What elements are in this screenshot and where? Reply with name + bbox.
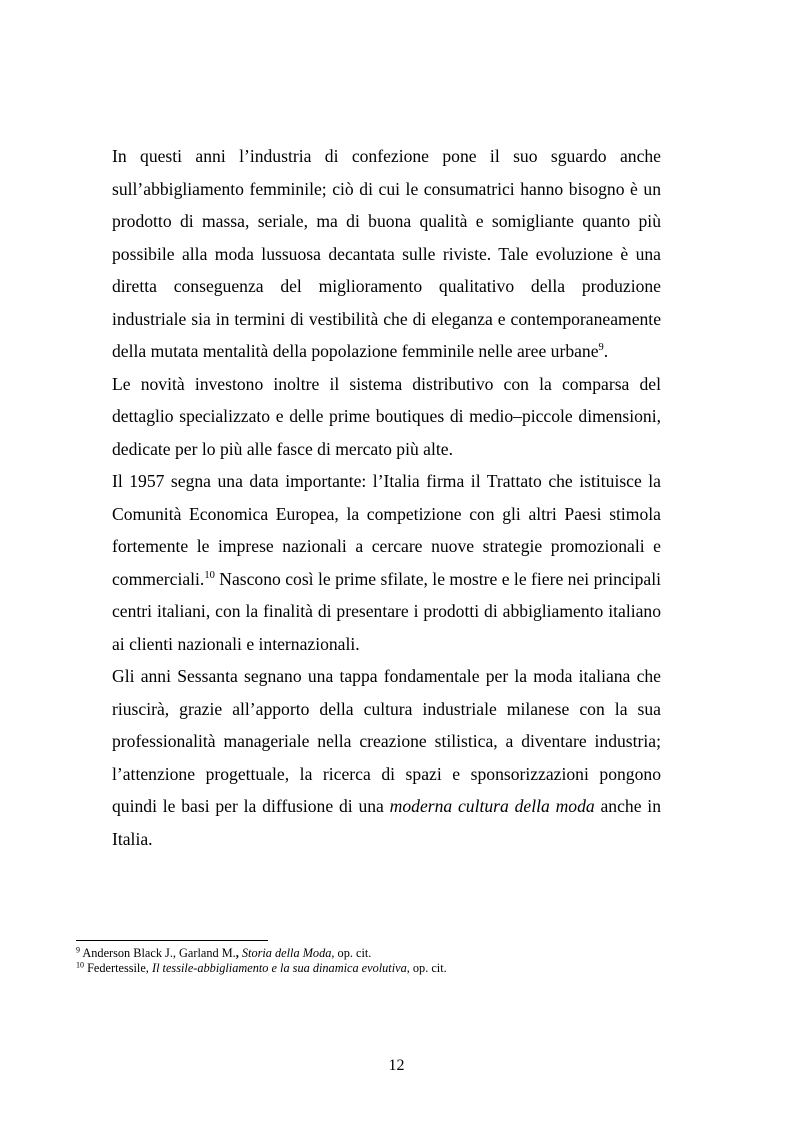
- footnote-number: 10: [76, 960, 84, 970]
- footnote-text: , op. cit.: [406, 961, 447, 975]
- footnote-number: 9: [76, 945, 80, 955]
- footnote-title: Storia della Moda: [241, 946, 332, 960]
- footnote-text: Federtessile,: [84, 961, 152, 975]
- footnote-10: [76, 961, 676, 976]
- main-text: [112, 140, 661, 855]
- footnote-bold-comma: ,: [235, 946, 239, 960]
- paragraph-text: Il 1957 segna una data importante: l’Italia firma il Trattato che istituisce la Comunità Economica Europea, la competizione con gli altri Paesi stimola fortemente le imprese nazionali a cercare nuove strategie promozionali e commerciali.: [112, 471, 661, 589]
- paragraph-3: [112, 465, 661, 660]
- footnote-reference-9: 9: [598, 342, 604, 354]
- footnote-title: Il tessile-abbigliamento e la sua dinamica evolutiva: [151, 961, 407, 975]
- paragraph-text: anche in Italia.: [112, 796, 661, 849]
- paragraph-text: .: [603, 341, 609, 361]
- paragraph-4: [112, 660, 661, 855]
- footnote-9: [76, 946, 676, 961]
- footnote-reference-10: 10: [204, 569, 215, 581]
- paragraph-text: Le novità investono inoltre il sistema distributivo con la comparsa del dettaglio specializzato e delle prime boutiques di medio–piccole dimensioni, dedicate per lo più alle fasce di mercato più alte.: [112, 373, 661, 459]
- paragraph-text: Gli anni Sessanta segnano una tappa fondamentale per la moda italiana che riuscirà, grazie all’apporto della cultura industriale milanese con la sua professionalità manageriale nella creazione stilistica, a diventare industria; l’attenzione progettuale, la ricerca di spazi e sponsorizzazioni pongono quindi le basi per la diffusione di una: [112, 666, 661, 816]
- footnote-separator: [76, 940, 268, 941]
- footnotes: [76, 946, 676, 976]
- paragraph-2: [112, 368, 661, 466]
- emphasized-phrase: moderna cultura della moda: [389, 796, 595, 816]
- paragraph-1: [112, 140, 661, 368]
- paragraph-text: In questi anni l’industria di confezione pone il suo sguardo anche sull’abbigliamento femminile; ciò di cui le consumatrici hanno bisogno è un prodotto di massa, seriale, ma di buona qualità e somigliante quanto più possibile alla moda lussuosa decantata sulle riviste. Tale evoluzione è una diretta conseguenza del miglioramento qualitativo della produzione industriale sia in termini di vestibilità che di eleganza e contemporaneamente della mutata mentalità della popolazione femminile nelle aree urbane: [112, 146, 661, 361]
- page-number: 12: [388, 1057, 405, 1074]
- paragraph-text: Nascono così le prime sfilate, le mostre e le fiere nei principali centri italiani, con la finalità di presentare i prodotti di abbigliamento italiano ai clienti nazionali e internazionali.: [112, 568, 661, 654]
- footnote-text: , op. cit.: [331, 946, 372, 960]
- footnote-text: Anderson Black J., Garland M.: [80, 946, 236, 960]
